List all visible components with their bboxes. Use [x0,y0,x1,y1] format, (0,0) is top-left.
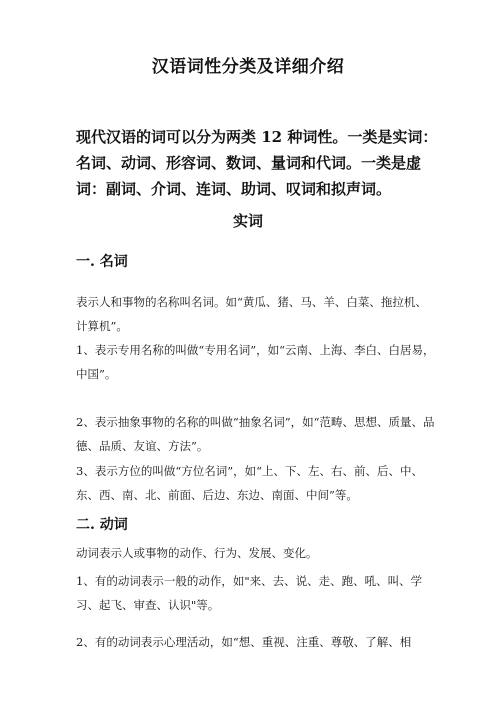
verb-paragraph: 2、有的动词表示心理活动，如“想、重视、注重、尊敬、了解、相 [76,635,412,649]
noun-paragraph: 2、表示抽象事物的名称的叫做“抽象名词”，如“范畴、思想、质量、品德、品质、友谊、方法”。 [76,415,435,453]
verb-paragraph: 1、有的动词表示一般的动作，如"来、去、说、走、跑、吼、叫、学习、起飞、审查、认识"等。 [76,574,423,612]
heading-verb: 二. 动词 [76,517,128,533]
heading-noun: 一. 名词 [76,254,128,270]
section-title-content-words: 实词 [232,212,263,230]
document-title: 汉语词性分类及详细介绍 [151,57,345,77]
noun-paragraph: 1、表示专用名称的叫做“专用名词”，如“云南、上海、李白、白居易，中国”。 [76,343,435,381]
intro-paragraph: 现代汉语的词可以分为两类 12 种词性。一类是实词：名词、动词、形容词、数词、量词和代词。一类是虚词：副词、介词、连词、助词、叹词和拟声词。 [76,128,438,198]
verb-paragraph: 动词表示人或事物的动作、行为、发展、变化。 [76,546,318,560]
noun-paragraph: 表示人和事物的名称叫名词。如“黄瓜、猪、马、羊、白菜、拖拉机、计算机”。 [76,295,427,333]
noun-paragraph: 3、表示方位的叫做“方位名词”，如“上、下、左、右、前、后、中、东、西、南、北、前面、后边、东边、南面、中间”等。 [76,464,423,502]
